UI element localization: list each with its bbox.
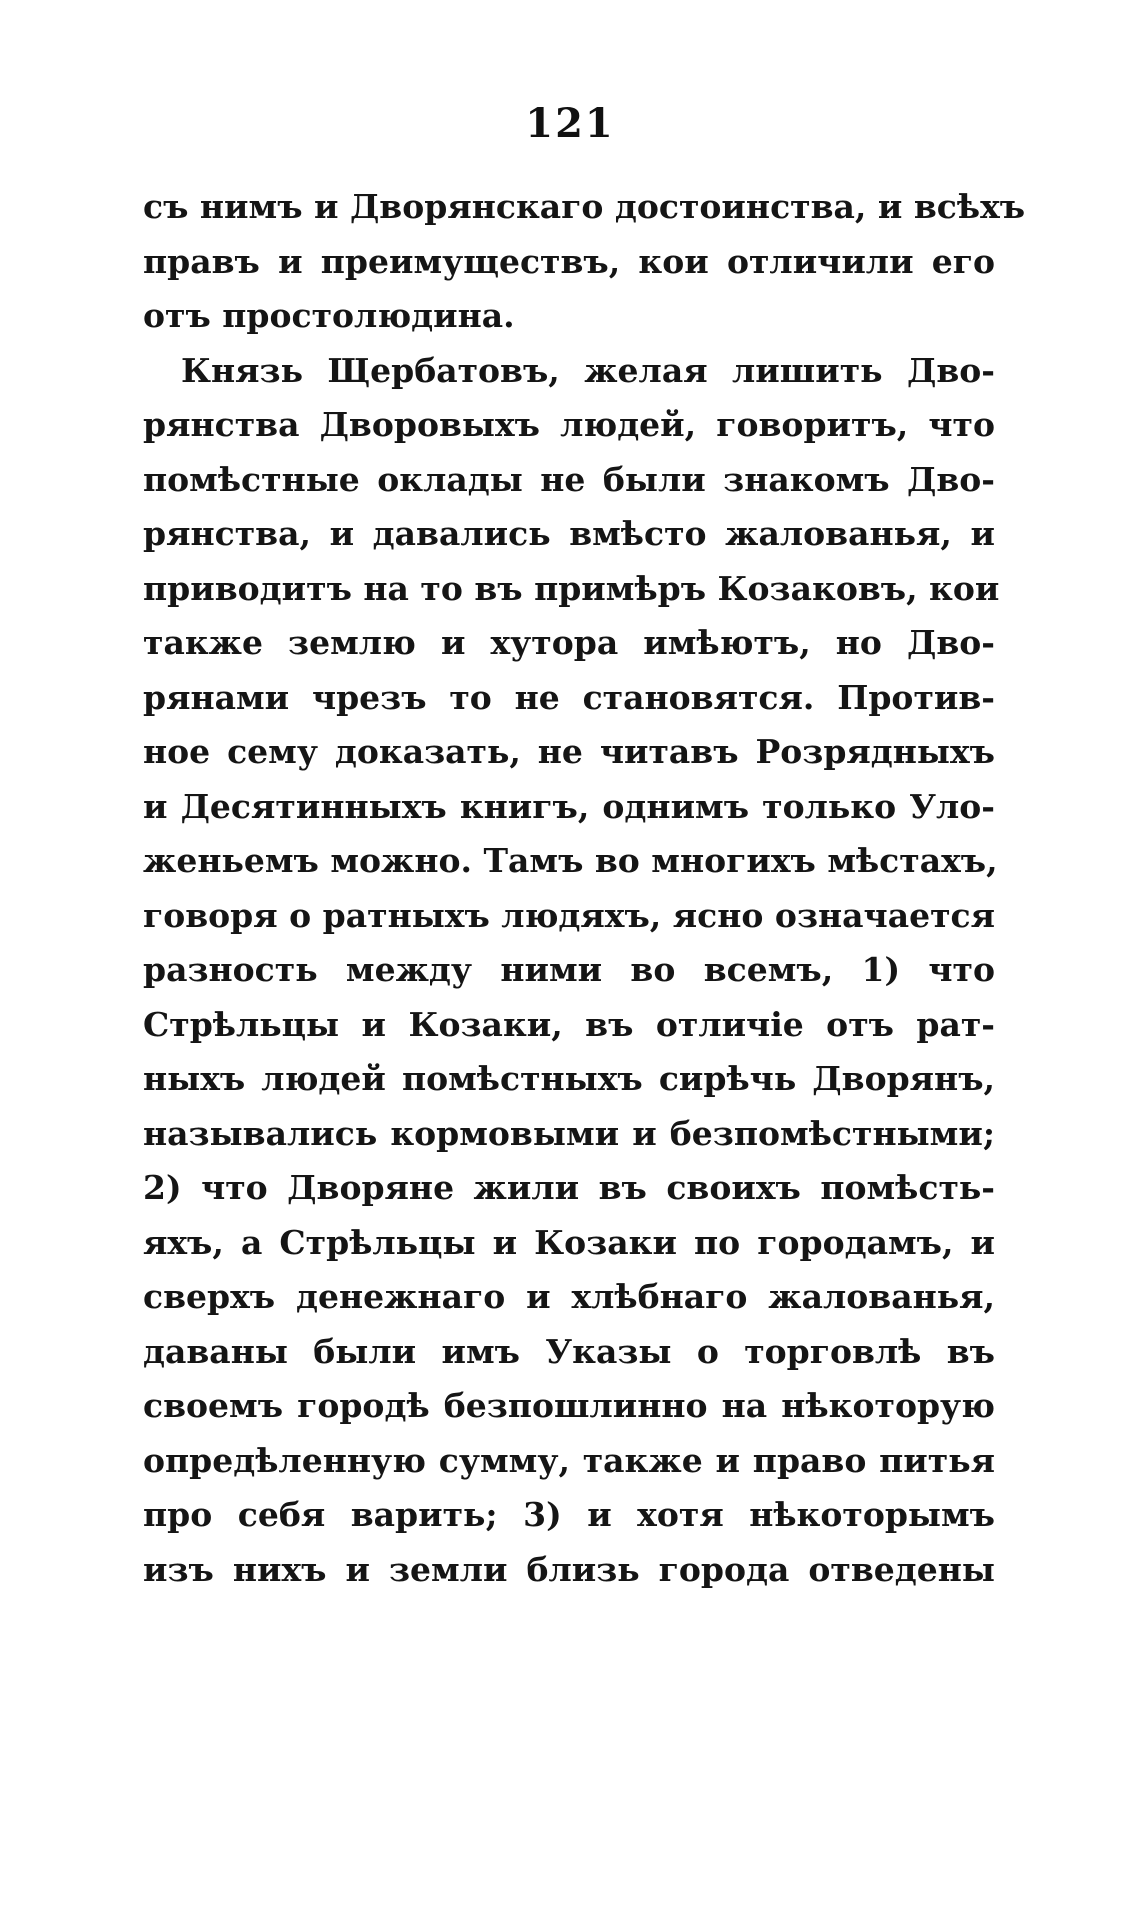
text-line: изъ нихъ и земли близь города отведены bbox=[143, 1549, 995, 1589]
text-line: про себя варить; 3) и хотя нѣкоторымъ bbox=[143, 1495, 995, 1534]
text-line: сверхъ денежнаго и хлѣбнаго жалованья, bbox=[143, 1277, 995, 1316]
text-line: рянами чрезъ то не становятся. Против- bbox=[143, 677, 995, 717]
text-line: рянства, и давались вмѣсто жалованья, и bbox=[143, 514, 995, 553]
text-line: своемъ городѣ безпошлинно на нѣкоторую bbox=[143, 1386, 995, 1425]
text-line: и Десятинныхъ книгъ, однимъ только Уло- bbox=[143, 786, 995, 826]
text-line: даваны были имъ Указы о торговлѣ въ bbox=[143, 1331, 995, 1371]
text-line: ное сему доказать, не читавъ Розрядныхъ bbox=[143, 732, 995, 771]
page-number: 121 bbox=[525, 100, 615, 147]
text-line: помѣстные оклады не были знакомъ Дво- bbox=[143, 459, 995, 499]
text-line: Князь Щербатовъ, желая лишить Дво- bbox=[181, 350, 995, 390]
text-line: назывались кормовыми и безпомѣстными; bbox=[143, 1113, 995, 1153]
text-line: яхъ, а Стрѣльцы и Козаки по городамъ, и bbox=[143, 1222, 995, 1262]
text-line: женьемъ можно. Тамъ во многихъ мѣстахъ, bbox=[143, 841, 998, 880]
text-line: отъ простолюдина. bbox=[143, 296, 515, 335]
text-line: говоря о ратныхъ людяхъ, ясно означается bbox=[143, 895, 995, 935]
body-text bbox=[143, 180, 1026, 1597]
text-line: Стрѣльцы и Козаки, въ отличіе отъ рат- bbox=[143, 1004, 995, 1044]
text-line: ныхъ людей помѣстныхъ сирѣчь Дворянъ, bbox=[143, 1059, 995, 1098]
text-line: приводитъ на то въ примѣръ Козаковъ, кои bbox=[143, 568, 1000, 608]
text-line: правъ и преимуществъ, кои отличили его bbox=[143, 241, 995, 281]
text-line: съ нимъ и Дворянскаго достоинства, и всѣхъ bbox=[143, 187, 1026, 226]
text-line: разность между ними во всемъ, 1) что bbox=[143, 950, 995, 989]
text-line: также землю и хутора имѣютъ, но Дво- bbox=[143, 623, 995, 662]
text-line: опредѣленную сумму, также и право питья bbox=[143, 1440, 995, 1480]
text-line: 2) что Дворяне жили въ своихъ помѣсть- bbox=[143, 1168, 995, 1207]
text-line: рянства Дворовыхъ людей, говоритъ, что bbox=[143, 405, 995, 444]
